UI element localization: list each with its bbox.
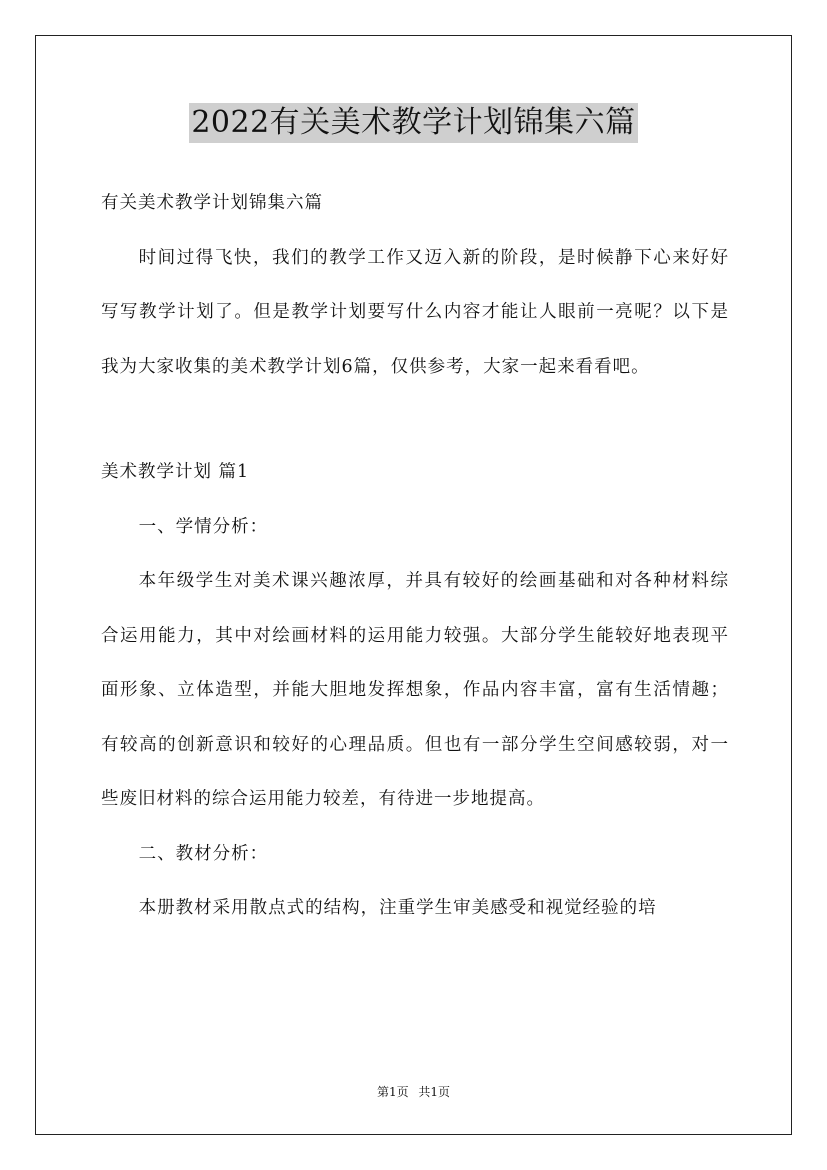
- heading-learning-analysis: 一、学情分析：: [138, 516, 269, 537]
- document-title: 2022有关美术教学计划锦集六篇: [189, 103, 637, 143]
- intro-paragraph: 时间过得飞快，我们的教学工作又迈入新的阶段，是时候静下心来好好写写教学计划了。但是教学计划要写什么内容才能让人眼前一亮呢？以下是我为大家收集的美术教学计划6篇，仅供参考，大家一起来看看吧。: [101, 247, 729, 377]
- section-spacer: [101, 394, 729, 445]
- section-heading: 美术教学计划 篇1: [101, 462, 250, 482]
- page-total: 共1页: [418, 1085, 451, 1099]
- heading-textbook-analysis: 二、教材分析：: [138, 843, 269, 864]
- title-container: [0, 103, 827, 143]
- document-subtitle: 有关美术教学计划锦集六篇: [101, 193, 323, 213]
- textbook-analysis-paragraph: 本册教材采用散点式的结构，注重学生审美感受和视觉经验的培: [138, 898, 657, 918]
- page-footer: [0, 1084, 827, 1100]
- learning-analysis-paragraph: 本年级学生对美术课兴趣浓厚，并具有较好的绘画基础和对各种材料综合运用能力，其中对绘画材料的运用能力较强。大部分学生能较好地表现平面形象、立体造型，并能大胆地发挥想象，作品内容丰富，富有生活情趣；有较高的创新意识和较好的心理品质。但也有一部分学生空间感较弱，对一些废旧材料的综合运用能力较差，有待进一步地提高。: [101, 571, 729, 809]
- document-body: [101, 176, 729, 936]
- page-number: 第1页: [376, 1085, 409, 1099]
